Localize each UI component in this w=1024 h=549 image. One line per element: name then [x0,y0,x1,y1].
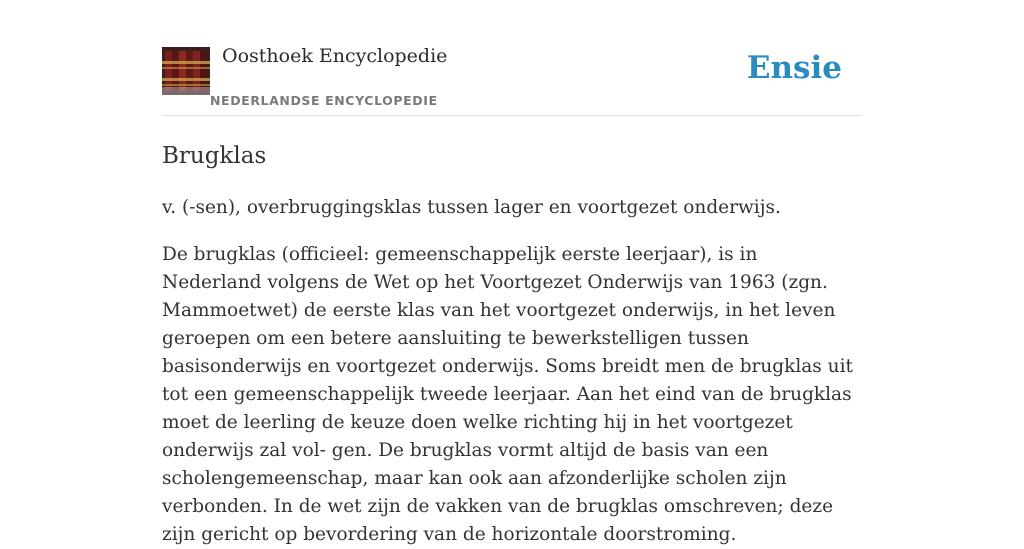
article-body: De brugklas (officieel: gemeenschappelijk eerste leerjaar), is in Nederland volgens de Wet op het Voortgezet Onderwijs van 1963 (zgn. Mammoetwet) de eerste klas van het voortgezet onderwijs, in het leven geroepen om een betere aansluiting te bewerkstelligen tussen basisonderwijs en voortgezet onderwijs. Soms breidt men de brugklas uit tot een gemeenschappelijk tweede leerjaar. Aan het eind van de brugklas moet de leerling de keuze doen welke richting hij in het voortgezet onderwijs zal vol- gen. De brugklas vormt altijd de basis van een scholengemeenschap, maar kan ook aan afzonderlijke scholen zijn verbonden. In de wet zijn de vakken van de brugklas omschreven; deze zijn gericht op bevordering van de horizontale doorstroming. [162,244,853,545]
article-title: Brugklas [162,143,267,169]
content-container [162,0,862,549]
source-title-link[interactable]: Oosthoek Encyclopedie [222,45,448,67]
source-subtitle: NEDERLANDSE ENCYCLOPEDIE [210,93,438,108]
books-icon[interactable] [162,47,210,95]
source-header [162,0,862,116]
ensie-logo[interactable]: Ensie [746,50,842,86]
article-definition: v. (-sen), overbruggingsklas tussen lager en voortgezet onderwijs. [162,197,781,218]
